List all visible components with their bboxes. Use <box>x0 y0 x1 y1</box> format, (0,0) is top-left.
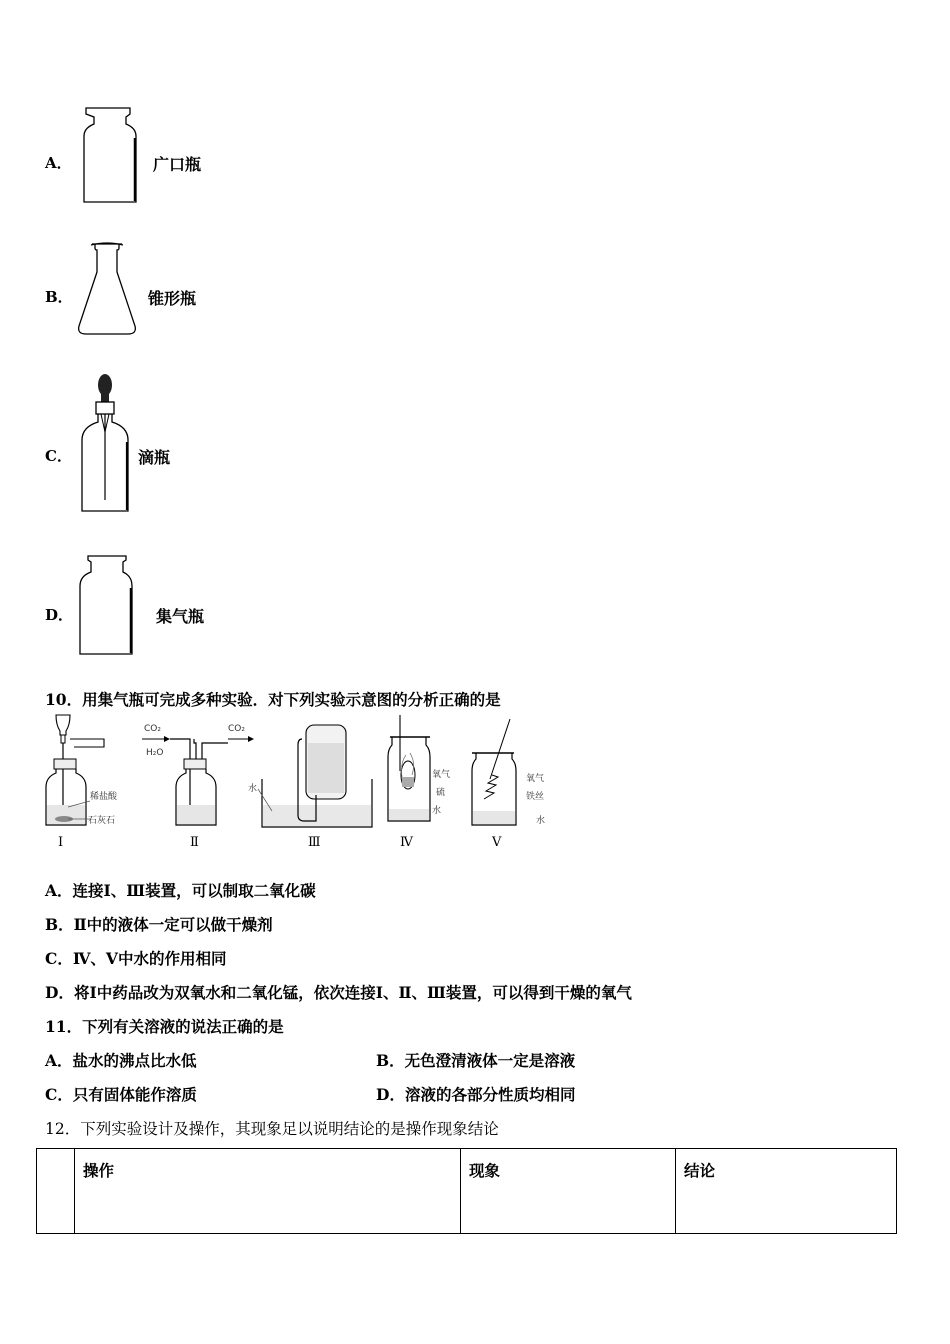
label-co2-out: CO₂ <box>228 724 245 734</box>
q10-option-b: B．Ⅱ中的液体一定可以做干燥剂 <box>45 915 273 934</box>
label-h2o: H₂O <box>146 748 164 758</box>
q11-option-a: A．盐水的沸点比水低 <box>45 1051 197 1070</box>
option-letter: B． <box>45 288 73 306</box>
q10-option-c: C．Ⅳ、Ⅴ中水的作用相同 <box>45 949 227 968</box>
q11-option-b: B．无色澄清液体一定是溶液 <box>376 1051 576 1070</box>
label-oxygen-4: 氧气 <box>432 770 451 780</box>
device-1-icon <box>46 715 118 850</box>
table-header-phenomenon: 现象 <box>461 1149 676 1234</box>
numeral-3: Ⅲ <box>308 835 321 850</box>
label-limestone: 石灰石 <box>88 816 116 826</box>
label-water-4: 水 <box>432 806 442 816</box>
device-5-icon <box>472 719 545 850</box>
option-name: 集气瓶 <box>156 607 205 626</box>
label-sulfur: 硫 <box>436 788 446 798</box>
wide-mouth-bottle-icon <box>80 108 142 208</box>
conical-flask-icon <box>76 242 142 338</box>
option-letter: A． <box>45 154 72 172</box>
table-header-conclusion: 结论 <box>676 1149 897 1234</box>
numeral-1: Ⅰ <box>58 835 64 850</box>
gas-collecting-bottle-icon <box>76 556 138 660</box>
device-3-icon <box>248 725 372 850</box>
label-oxygen-5: 氧气 <box>526 774 545 784</box>
q10-stem: 10．用集气瓶可完成多种实验．对下列实验示意图的分析正确的是 <box>45 690 501 709</box>
q12-table <box>36 1148 897 1234</box>
table-header-operation: 操作 <box>75 1149 461 1234</box>
q10-apparatus-figure <box>40 715 560 857</box>
q11-option-d: D．溶液的各部分性质均相同 <box>376 1085 576 1104</box>
label-iron-wire: 铁丝 <box>526 792 545 802</box>
q10-option-d: D．将Ⅰ中药品改为双氧水和二氧化锰，依次连接Ⅰ、Ⅱ、Ⅲ装置，可以得到干燥的氧气 <box>45 983 632 1002</box>
option-name: 锥形瓶 <box>148 289 197 308</box>
option-name: 广口瓶 <box>153 155 202 174</box>
device-4-icon <box>388 715 450 850</box>
numeral-2: Ⅱ <box>190 835 199 850</box>
option-name: 滴瓶 <box>138 448 171 467</box>
q12-stem: 12．下列实验设计及操作，其现象足以说明结论的是操作现象结论 <box>45 1120 499 1138</box>
numeral-5: Ⅴ <box>492 835 502 850</box>
option-letter: C． <box>45 447 72 465</box>
option-letter: D． <box>45 606 74 624</box>
label-acid: 稀盐酸 <box>90 792 118 802</box>
device-2-icon <box>142 724 254 850</box>
dropper-bottle-icon <box>78 372 134 514</box>
q11-stem: 11．下列有关溶液的说法正确的是 <box>45 1017 284 1036</box>
table-row <box>37 1149 897 1234</box>
label-co2-in: CO₂ <box>144 724 161 734</box>
q11-option-c: C．只有固体能作溶质 <box>45 1085 197 1104</box>
label-water-5: 水 <box>536 816 546 826</box>
table-header-blank <box>37 1149 75 1234</box>
label-water-3: 水 <box>248 784 258 794</box>
q10-option-a: A．连接Ⅰ、Ⅲ装置，可以制取二氧化碳 <box>45 881 316 900</box>
numeral-4: Ⅳ <box>400 835 413 850</box>
